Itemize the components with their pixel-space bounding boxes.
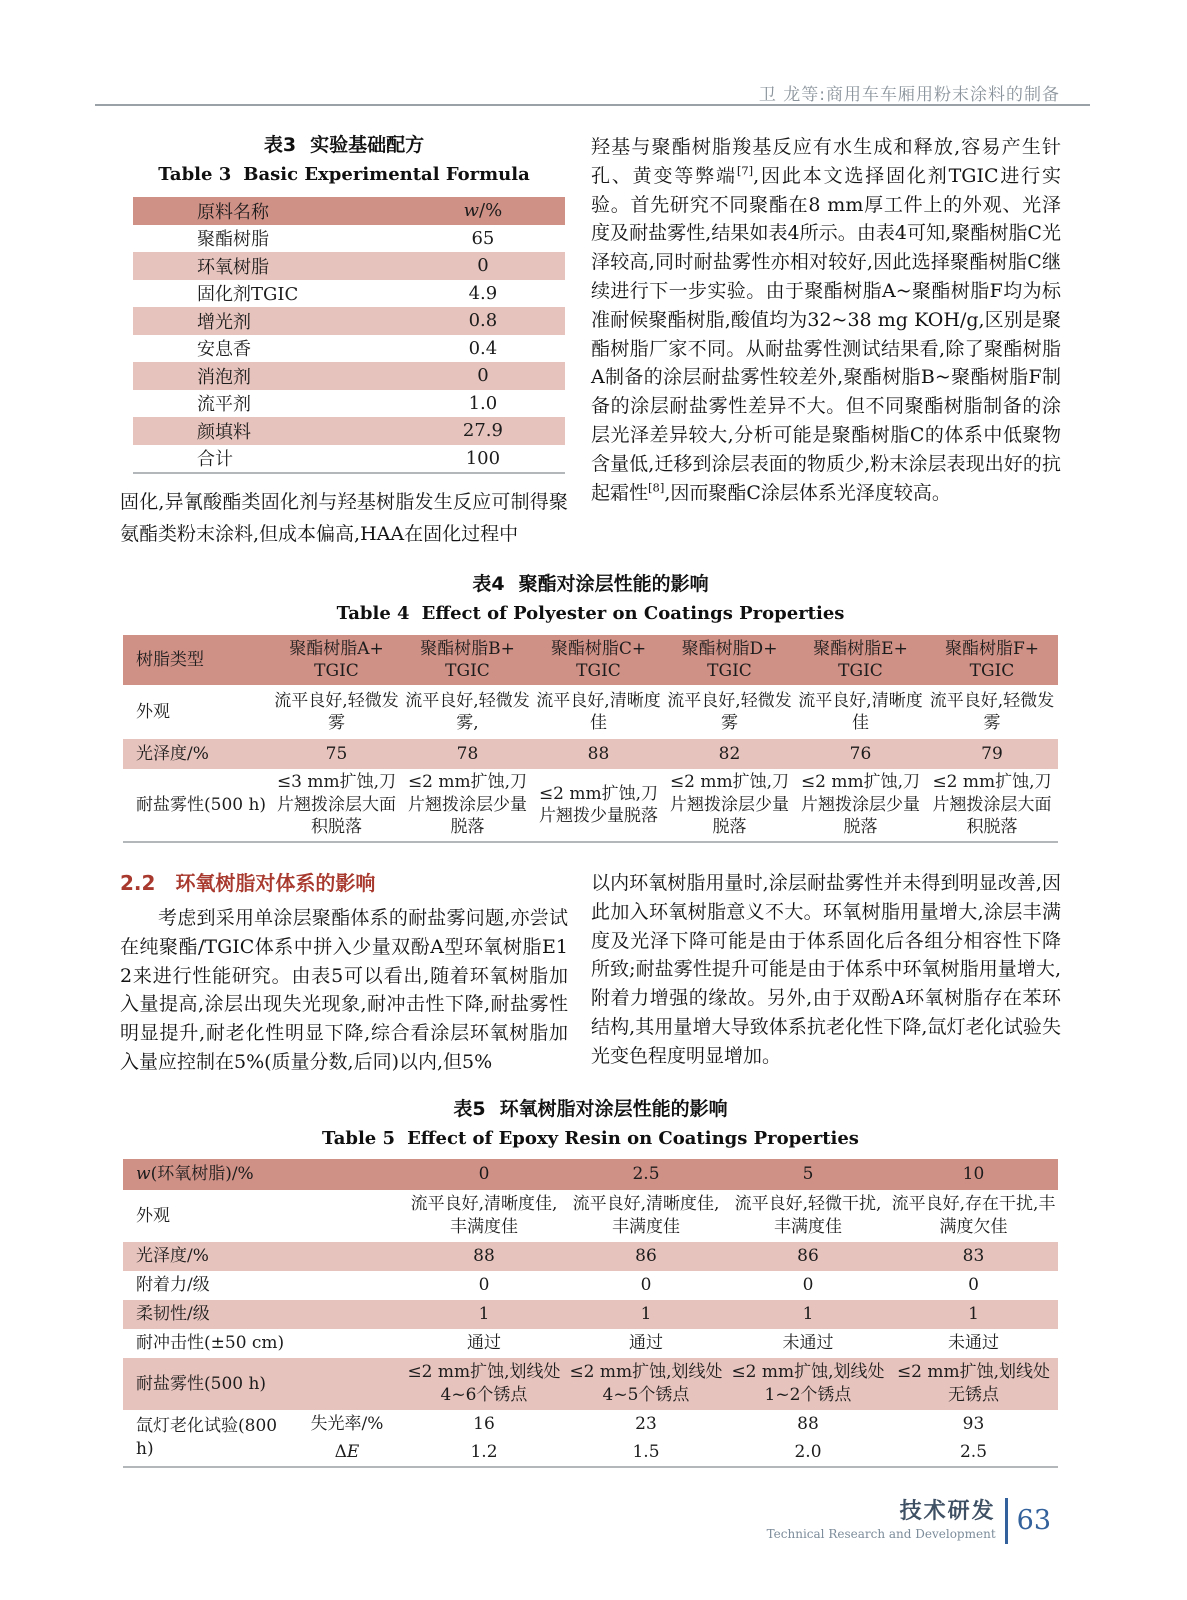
table3-row: [133, 390, 565, 418]
table-cell: 1: [802, 1304, 814, 1325]
paragraph-text: ,因而聚酯C涂层体系光泽度较高。: [664, 481, 951, 504]
row-label: 耐盐雾性(500 h): [136, 1373, 267, 1394]
e-symbol: E: [346, 1441, 360, 1462]
row-label: 附着力/级: [136, 1275, 210, 1296]
table4-polyester-effect: [123, 635, 1058, 843]
table-cell: ≤2 mm扩蚀,划线处1~2个锈点: [731, 1362, 885, 1405]
material-name: 聚酯树脂: [197, 229, 269, 251]
table5-column-header: 0: [478, 1164, 490, 1185]
row-label: 光泽度/%: [136, 743, 209, 764]
table-cell: 88: [473, 1246, 495, 1267]
table3-caption-en-title: Basic Experimental Formula: [243, 164, 530, 185]
delta-symbol: Δ: [334, 1441, 347, 1462]
table5-flexibility-row: [123, 1300, 1058, 1329]
table3-row: [133, 445, 565, 474]
table-cell: 流平良好,存在干扰,丰满度欠佳: [891, 1194, 1056, 1237]
table-cell: 1: [640, 1304, 652, 1325]
right-column: [591, 133, 1061, 550]
table3-row: [133, 252, 565, 280]
header-divider: [95, 104, 1090, 106]
table-cell: 未通过: [948, 1333, 999, 1354]
material-name: 增光剂: [197, 311, 251, 333]
table-cell: ≤2 mm扩蚀,刀片翘拨涂层少量脱落: [407, 772, 528, 838]
material-value: 27.9: [462, 420, 503, 442]
paragraph-text: ,因此本文选择固化剂TGIC进行实验。首先研究不同聚酯在8 mm厚工件上的外观、光泽度及耐盐雾性,结果如表4所示。由表4可知,聚酯树脂C光泽较高,同时耐盐雾性亦相对较好,因此选择聚酯树脂C继续进行下一步实验。由于聚酯树脂A~聚酯树脂F均为标准耐候聚酯树脂,酸值均为32~38 mg KOH/g,区别是聚酯树脂厂家不同。从耐盐雾性测试结果看,除了聚酯树脂A制备的涂层耐盐雾性较差外,聚酯树脂B~聚酯树脂F制备的涂层耐盐雾性差异不大。但不同聚酯树脂制备的涂层光泽差异较大,分析可能是聚酯树脂C的体系中低聚物含量低,迁移到涂层表面的物质少,粉末涂层表现出好的抗起霜性: [591, 164, 1061, 504]
footer-section-label-zh: 技术研发: [899, 1499, 996, 1524]
citation-ref: [8]: [648, 480, 665, 495]
table4-row-header: 树脂类型: [136, 649, 204, 670]
material-value: 0: [477, 365, 489, 387]
footer-divider-bar: [1005, 1498, 1008, 1544]
table-cell: ≤2 mm扩蚀,划线处无锈点: [896, 1362, 1051, 1405]
table3-row: [133, 362, 565, 390]
table4-caption-zh: [120, 572, 1061, 596]
paragraph: 以内环氧树脂用量时,涂层耐盐雾性并未得到明显改善,因此加入环氧树脂意义不大。环氧树脂用量增大,涂层丰满度及光泽下降可能是由于体系固化后各组分相容性下降所致;耐盐雾性提升可能是由于体系中环氧树脂用量增大,附着力增强的缘故。另外,由于双酚A环氧树脂存在苯环结构,其用量增大导致体系抗老化性下降,氙灯老化试验失光变色程度明显增加。: [591, 872, 1061, 1067]
footer-section-label-en: Technical Research and Development: [766, 1527, 996, 1541]
table-cell: 流平良好,轻微发雾,: [405, 690, 530, 733]
upper-two-column: [120, 133, 1061, 550]
footer-section-label: [767, 1500, 996, 1542]
table-cell: 2.0: [794, 1441, 822, 1462]
table5-column-header: 10: [962, 1164, 985, 1185]
material-value: 0: [477, 255, 489, 277]
table-cell: 16: [473, 1413, 495, 1434]
page-footer: [767, 1498, 1051, 1544]
column-header-line: TGIC: [445, 661, 490, 681]
table4-salt-spray-row: [123, 769, 1058, 842]
table-cell: 流平良好,轻微发雾: [929, 690, 1055, 733]
section-title: 环氧树脂对体系的影响: [175, 871, 376, 895]
table5-impact-row: [123, 1329, 1058, 1358]
column-header-line: 聚酯树脂C+: [550, 638, 647, 659]
table-cell: ≤2 mm扩蚀,刀片翘拨涂层少量脱落: [800, 772, 921, 838]
running-head: 卫 龙等:商用车车厢用粉末涂料的制备: [758, 85, 1060, 105]
table-cell: 通过: [629, 1333, 663, 1354]
paragraph: 考虑到采用单涂层聚酯体系的耐盐雾问题,亦尝试在纯聚酯/TGIC体系中拼入少量双酚A型环氧树脂E12来进行性能研究。由表5可以看出,随着环氧树脂加入量提高,涂层出现失光现象,耐冲击性下降,耐盐雾性明显提升,耐老化性明显下降,综合看涂层环氧树脂加入量应控制在5%(质量分数,后同)以内,但5%: [120, 907, 568, 1073]
material-value: 1.0: [468, 392, 498, 414]
table-cell: 流平良好,轻微发雾: [274, 690, 399, 733]
left-column: [120, 133, 568, 550]
table5-row-header: [123, 1159, 403, 1190]
table5-column-header: 2.5: [632, 1164, 660, 1185]
table-cell: ≤2 mm扩蚀,刀片翘拨少量脱落: [538, 783, 659, 826]
section-2-2: [120, 869, 1061, 1077]
table3-caption-zh-label: 表3: [263, 134, 297, 156]
w-symbol: w: [136, 1164, 151, 1185]
table3-row: [133, 280, 565, 308]
section-right-column: [591, 869, 1061, 1077]
table3-caption-en-label: Table 3: [158, 164, 232, 185]
material-name: 固化剂TGIC: [197, 284, 299, 306]
column-header-line: TGIC: [707, 661, 752, 681]
table5-appearance-row: [123, 1190, 1058, 1242]
table-cell: 88: [587, 743, 610, 764]
table-cell: 75: [325, 743, 348, 764]
table-cell: 82: [718, 743, 741, 764]
table3-caption-zh-title: 实验基础配方: [310, 134, 425, 156]
row-label: 柔韧性/级: [136, 1304, 210, 1325]
section-left-column: [120, 869, 568, 1077]
material-name: 环氧树脂: [197, 256, 269, 278]
table-cell: ≤2 mm扩蚀,刀片翘拨涂层少量脱落: [669, 772, 790, 838]
page-content: [120, 133, 1061, 1468]
table3-row: [133, 335, 565, 363]
table5-caption-en-title: Effect of Epoxy Resin on Coatings Properties: [407, 1127, 859, 1149]
table-cell: 流平良好,清晰度佳: [798, 690, 923, 733]
table-cell: ≤3 mm扩蚀,刀片翘拨涂层大面积脱落: [276, 772, 397, 838]
w-unit: /%: [479, 200, 503, 222]
table-cell: 0: [802, 1275, 814, 1296]
table-cell: ≤2 mm扩蚀,划线处4~5个锈点: [569, 1362, 723, 1405]
table-cell: 86: [797, 1246, 819, 1267]
section-number: 2.2: [120, 871, 156, 895]
table-cell: 1: [478, 1304, 490, 1325]
table5-block: [120, 1097, 1061, 1468]
table-cell: 0: [968, 1275, 979, 1296]
paragraph: 固化,异氰酸酯类固化剂与羟基树脂发生反应可制得聚氨酯类粉末涂料,但成本偏高,HAA在固化过程中: [120, 491, 568, 545]
table-cell: 2.5: [959, 1441, 988, 1462]
table4-caption-zh-title: 聚酯对涂层性能的影响: [518, 573, 709, 595]
table3-row: [133, 307, 565, 335]
page-number: 63: [1016, 1505, 1051, 1536]
table4-block: [120, 572, 1061, 843]
column-header-line: 聚酯树脂E+: [813, 638, 908, 659]
table4-appearance-row: [123, 685, 1058, 739]
material-value: 0.4: [468, 337, 498, 359]
table-cell: 1.2: [470, 1441, 498, 1462]
row-label: 氙灯老化试验(800 h): [136, 1416, 278, 1459]
table5-caption-zh: [120, 1097, 1061, 1121]
paragraph: [591, 133, 1061, 507]
material-value: 65: [471, 227, 495, 249]
table-cell: 93: [962, 1413, 985, 1434]
table-cell: 83: [962, 1246, 985, 1267]
table3-caption-en: [120, 163, 568, 187]
table4-caption-zh-label: 表4: [472, 573, 505, 595]
table-cell: 流平良好,轻微干扰,丰满度佳: [734, 1194, 882, 1237]
table-cell: ≤2 mm扩蚀,刀片翘拨涂层大面积脱落: [932, 772, 1052, 838]
table4-column-header: [664, 635, 795, 685]
table5-column-header: 5: [802, 1164, 814, 1185]
table-cell: 流平良好,轻微发雾: [667, 690, 792, 733]
material-value: 0.8: [468, 310, 498, 332]
table5-caption-en: [120, 1127, 1061, 1151]
column-header-line: 聚酯树脂D+: [681, 638, 778, 659]
table5-caption-zh-label: 表5: [453, 1097, 486, 1120]
table3-basic-formula: [133, 197, 565, 474]
table4-caption-en-label: Table 4: [336, 603, 410, 624]
table-cell: 78: [456, 743, 479, 764]
table4-column-header: [402, 635, 533, 685]
table4-column-header: [926, 635, 1058, 685]
table5-gloss-row: [123, 1242, 1058, 1271]
table3-caption-zh: [120, 133, 568, 157]
material-name: 合计: [197, 449, 233, 471]
table3-header-material: 原料名称: [197, 201, 269, 223]
table5-caption-zh-title: 环氧树脂对涂层性能的影响: [499, 1097, 728, 1120]
table-cell: ≤2 mm扩蚀,划线处4~6个锈点: [407, 1362, 561, 1405]
table-cell: 通过: [467, 1333, 501, 1354]
row-label: 耐冲击性(±50 cm): [136, 1333, 285, 1354]
table-cell: 79: [981, 743, 1003, 764]
table4-column-header: [533, 635, 664, 685]
citation-ref: [7]: [736, 163, 754, 178]
table4-caption-en-title: Effect of Polyester on Coatings Properties: [421, 603, 845, 624]
table5-xenon-gloss-loss-row: [123, 1410, 1058, 1438]
sub-row-label: [291, 1438, 403, 1467]
row-label: 外观: [136, 701, 170, 722]
paragraph-text: 羟基与聚酯树脂羧基反应有水生成和释放,容易产生针孔、黄变等弊端: [591, 136, 1061, 187]
table5-salt-spray-row: [123, 1358, 1058, 1410]
table4-column-header: [795, 635, 926, 685]
section-2-2-heading: [120, 869, 568, 897]
table-cell: 流平良好,清晰度佳,丰满度佳: [410, 1194, 558, 1237]
column-header-line: TGIC: [314, 661, 359, 681]
table-cell: 流平良好,清晰度佳: [536, 690, 661, 733]
table5-adhesion-row: [123, 1271, 1058, 1300]
table5-epoxy-effect: [123, 1159, 1058, 1468]
table-cell: 1: [968, 1304, 979, 1325]
column-header-line: 聚酯树脂B+: [420, 638, 515, 659]
sub-row-label: 失光率/%: [310, 1413, 384, 1434]
table3-header-row: [133, 197, 565, 225]
table3-header-w: [401, 197, 565, 225]
table-cell: 76: [849, 743, 872, 764]
table-cell: 未通过: [782, 1333, 834, 1354]
table-cell: 23: [635, 1413, 657, 1434]
column-header-line: 聚酯树脂A+: [289, 638, 384, 659]
table-cell: 86: [635, 1246, 657, 1267]
material-value: 4.9: [468, 282, 498, 304]
table-cell: 流平良好,清晰度佳,丰满度佳: [572, 1194, 720, 1237]
material-name: 流平剂: [197, 394, 251, 416]
column-header-line: TGIC: [838, 661, 883, 681]
table3-row: [133, 417, 565, 445]
table5-header-row: [123, 1159, 1058, 1190]
column-header-line: TGIC: [969, 661, 1015, 681]
table4-header-row: [123, 635, 1058, 685]
table3-row: [133, 225, 565, 253]
table-cell: 88: [797, 1413, 819, 1434]
table-cell: 0: [478, 1275, 490, 1296]
table4-column-header: [271, 635, 402, 685]
column-header-line: TGIC: [576, 661, 621, 681]
table5-caption-en-label: Table 5: [322, 1127, 396, 1149]
table-cell: 0: [640, 1275, 652, 1296]
row-label: 耐盐雾性(500 h): [136, 794, 267, 815]
table-cell: 1.5: [632, 1441, 660, 1462]
material-value: 100: [465, 447, 501, 469]
w-symbol: w: [463, 200, 480, 222]
row-label: 光泽度/%: [136, 1246, 209, 1267]
w-label-rest: (环氧树脂)/%: [150, 1164, 254, 1185]
table4-caption-en: [120, 602, 1061, 626]
material-name: 安息香: [197, 339, 251, 361]
table4-gloss-row: [123, 739, 1058, 769]
row-label: 外观: [136, 1205, 170, 1226]
column-header-line: 聚酯树脂F+: [944, 638, 1040, 659]
material-name: 颜填料: [197, 421, 251, 443]
material-name: 消泡剂: [197, 366, 251, 388]
